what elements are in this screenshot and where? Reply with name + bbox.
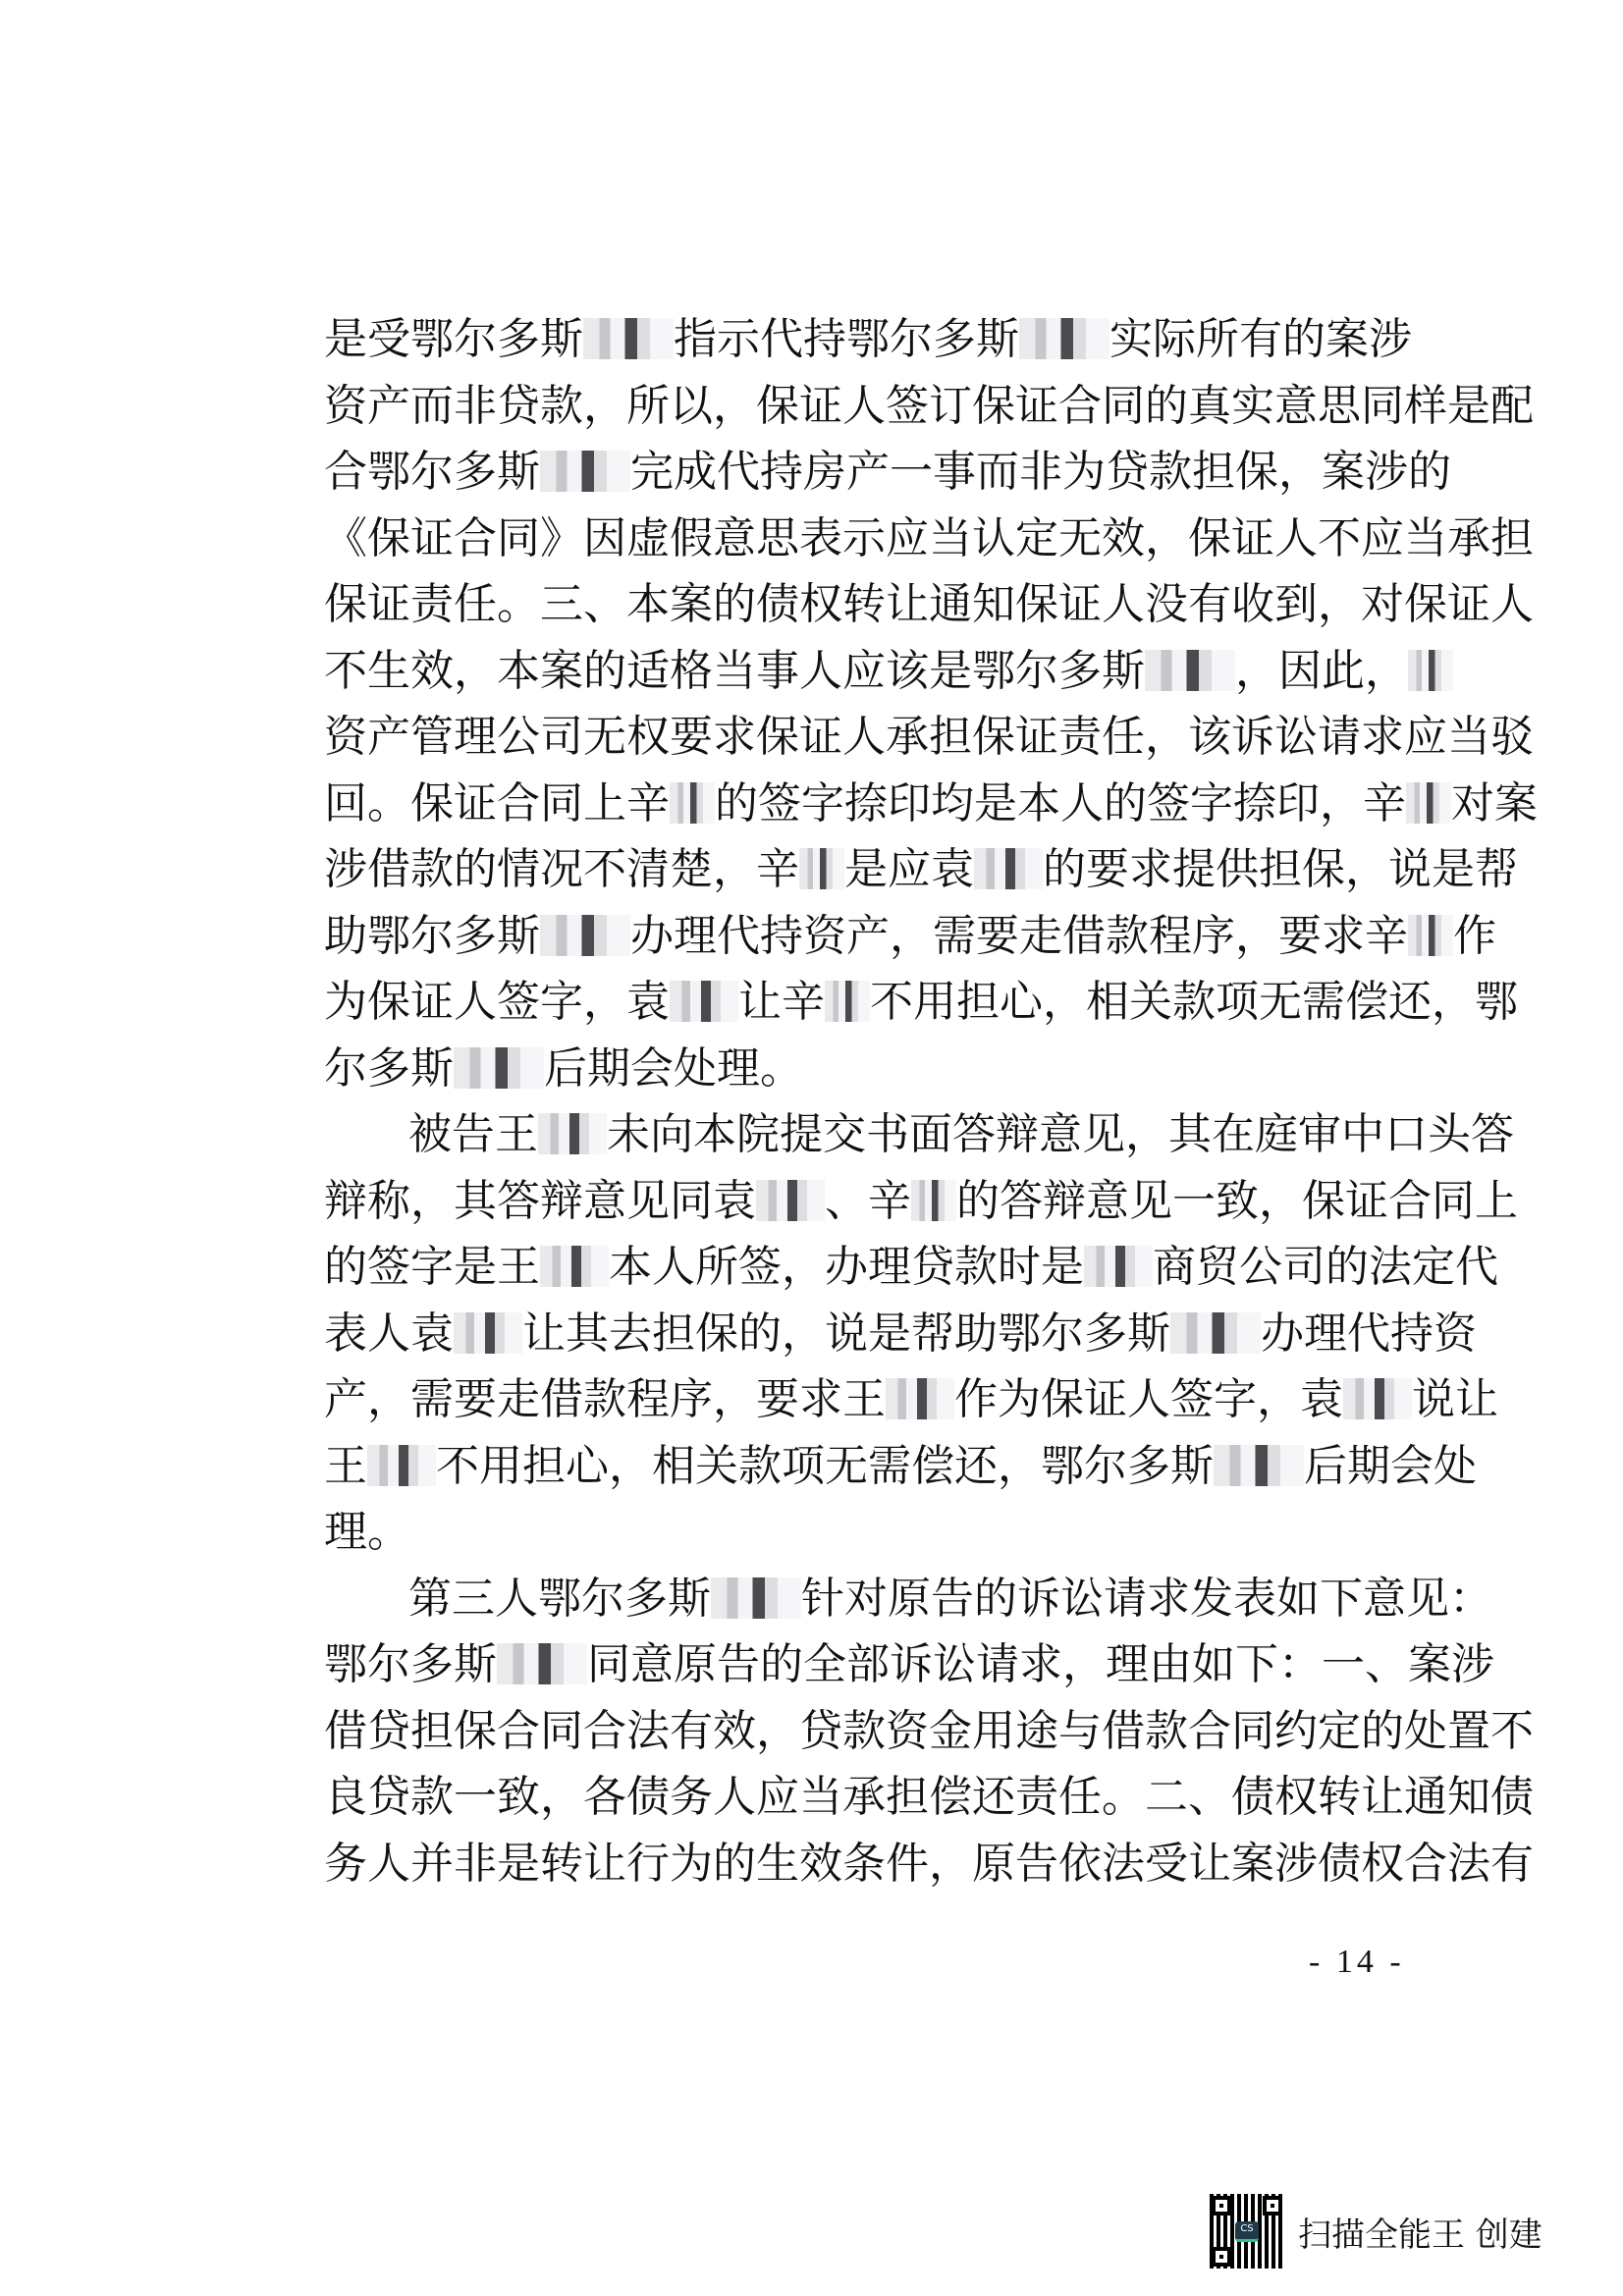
redacted-name — [1170, 1312, 1261, 1354]
text-line — [324, 1499, 1399, 1566]
text-line — [324, 638, 1408, 705]
text-segment: 说让 — [1412, 1374, 1498, 1424]
text-line — [324, 1433, 1477, 1500]
paragraph-start-line — [324, 1566, 1492, 1632]
text-segment: 回。保证合同上辛 — [324, 777, 670, 828]
text-segment: 尔多斯 — [324, 1042, 454, 1094]
text-segment: 良贷款一致，各债务人应当承担偿还责任。二、债权转让通知债 — [324, 1772, 1534, 1822]
text-line — [324, 1366, 1498, 1433]
text-segment: 指示代持鄂尔多斯 — [674, 314, 1019, 364]
text-segment: 是应袁 — [844, 844, 974, 894]
redacted-name — [911, 1180, 956, 1221]
text-segment: 未向本院提交书面答辩意见，其在庭审中口头答 — [607, 1109, 1514, 1159]
text-segment: 不生效，本案的适格当事人应该是鄂尔多斯 — [324, 645, 1145, 696]
text-line — [324, 1831, 1534, 1897]
text-segment: 《保证合同》因虚假意思表示应当认定无效，保证人不应当承担 — [324, 512, 1534, 563]
text-segment: 让其去担保的，说是帮助鄂尔多斯 — [522, 1308, 1170, 1359]
redacted-name — [799, 848, 844, 889]
text-segment: 针对原告的诉讼请求发表如下意见： — [801, 1573, 1492, 1624]
text-segment: 的签字捺印均是本人的签字捺印，辛 — [715, 777, 1406, 828]
text-line — [324, 1168, 1518, 1235]
text-segment: 被告王 — [408, 1109, 538, 1159]
redacted-name — [1408, 915, 1453, 956]
text-segment: 辩称，其答辩意见同袁 — [324, 1175, 756, 1226]
text-line — [324, 1036, 1399, 1102]
redacted-name — [825, 981, 870, 1022]
document-body — [324, 306, 1538, 1896]
text-segment: 的要求提供担保，说是帮 — [1043, 844, 1518, 894]
text-segment: 商贸公司的法定代 — [1153, 1242, 1498, 1292]
text-segment: 涉借款的情况不清楚，辛 — [324, 844, 799, 894]
text-segment: 同意原告的全部诉讼请求，理由如下：一、案涉 — [587, 1639, 1494, 1689]
redacted-name — [454, 1312, 522, 1354]
redacted-name — [540, 915, 630, 956]
redacted-name — [1408, 650, 1453, 691]
text-segment: 保证责任。三、本案的债权转让通知保证人没有收到，对保证人 — [324, 579, 1534, 629]
text-segment: 作为保证人签字，袁 — [954, 1374, 1343, 1424]
text-segment: 表人袁 — [324, 1308, 454, 1359]
text-line — [324, 836, 1518, 903]
text-line — [324, 1764, 1534, 1831]
text-segment: 办理代持资 — [1261, 1308, 1477, 1359]
text-segment: 对案 — [1451, 777, 1538, 828]
text-segment: 不用担心，相关款项无需偿还，鄂 — [870, 977, 1518, 1027]
qr-finder-pattern — [1212, 2247, 1231, 2267]
text-segment: 实际所有的案涉 — [1109, 314, 1412, 364]
text-segment: 鄂尔多斯 — [324, 1639, 497, 1689]
text-segment: 合鄂尔多斯 — [324, 447, 540, 497]
redacted-name — [670, 782, 715, 824]
text-line — [324, 771, 1538, 837]
text-segment: 后期会处 — [1304, 1440, 1477, 1491]
text-segment: 完成代持房产一事而非为贷款担保，案涉的 — [630, 447, 1451, 497]
text-segment: 是受鄂尔多斯 — [324, 314, 583, 364]
redacted-name — [1343, 1378, 1412, 1419]
text-segment: 为保证人签字，袁 — [324, 977, 670, 1027]
text-segment: 王 — [324, 1440, 367, 1491]
text-segment: 产，需要走借款程序，要求王 — [324, 1374, 886, 1424]
redacted-name — [711, 1577, 801, 1619]
text-segment: 的答辩意见一致，保证合同上 — [956, 1175, 1518, 1226]
text-line — [324, 506, 1534, 572]
text-line — [324, 373, 1534, 440]
text-segment: 务人并非是转让行为的生效条件，原告依法受让案涉债权合法有 — [324, 1838, 1534, 1889]
text-segment: 作 — [1453, 910, 1496, 961]
redacted-name — [1145, 650, 1235, 691]
redacted-name — [1214, 1445, 1304, 1486]
text-line — [324, 571, 1534, 638]
redacted-name — [583, 318, 674, 359]
redacted-name — [540, 1246, 609, 1287]
text-line — [324, 439, 1451, 506]
redacted-name — [497, 1643, 587, 1684]
text-segment: 资产而非贷款，所以，保证人签订保证合同的真实意思同样是配 — [324, 380, 1534, 431]
redacted-name — [367, 1445, 436, 1486]
redacted-name — [974, 848, 1043, 889]
redacted-name — [1406, 782, 1451, 824]
scanner-watermark — [1210, 2194, 1542, 2269]
redacted-name — [1084, 1246, 1153, 1287]
text-segment: ，因此， — [1235, 645, 1408, 696]
redacted-name — [454, 1047, 544, 1089]
text-line — [324, 969, 1518, 1036]
text-line — [324, 1234, 1498, 1301]
text-segment: 不用担心，相关款项无需偿还，鄂尔多斯 — [436, 1440, 1214, 1491]
text-segment: 本人所签，办理贷款时是 — [609, 1242, 1084, 1292]
text-line — [324, 1698, 1534, 1765]
text-segment: 理。 — [324, 1507, 410, 1557]
redacted-name — [540, 451, 630, 492]
text-line — [324, 1301, 1477, 1367]
text-segment: 的签字是王 — [324, 1242, 540, 1292]
text-segment: 后期会处理。 — [544, 1042, 803, 1094]
text-line — [324, 704, 1534, 771]
text-line — [324, 1631, 1494, 1698]
redacted-name — [1019, 318, 1109, 359]
qr-finder-pattern — [1212, 2196, 1231, 2216]
text-segment: 、辛 — [825, 1175, 911, 1226]
watermark-text: 扫描全能王 创建 — [1298, 2215, 1542, 2255]
paragraph-start-line — [324, 1101, 1514, 1168]
qr-finder-pattern — [1263, 2196, 1282, 2216]
text-line — [324, 903, 1496, 970]
redacted-name — [670, 981, 738, 1022]
redacted-name — [538, 1113, 607, 1154]
text-segment: 资产管理公司无权要求保证人承担保证责任，该诉讼请求应当驳 — [324, 712, 1534, 762]
text-segment: 第三人鄂尔多斯 — [408, 1573, 711, 1624]
camscanner-logo-icon: CS — [1235, 2221, 1259, 2242]
text-segment: 助鄂尔多斯 — [324, 910, 540, 961]
page-number: - 14 - — [1309, 1944, 1405, 1980]
redacted-name — [756, 1180, 825, 1221]
qr-code-icon — [1210, 2194, 1284, 2269]
text-segment: 办理代持资产，需要走借款程序，要求辛 — [630, 910, 1408, 961]
text-segment: 借贷担保合同合法有效，贷款资金用途与借款合同约定的处置不 — [324, 1705, 1534, 1756]
text-line — [324, 306, 1412, 373]
text-segment: 让辛 — [738, 977, 825, 1027]
redacted-name — [886, 1378, 954, 1419]
